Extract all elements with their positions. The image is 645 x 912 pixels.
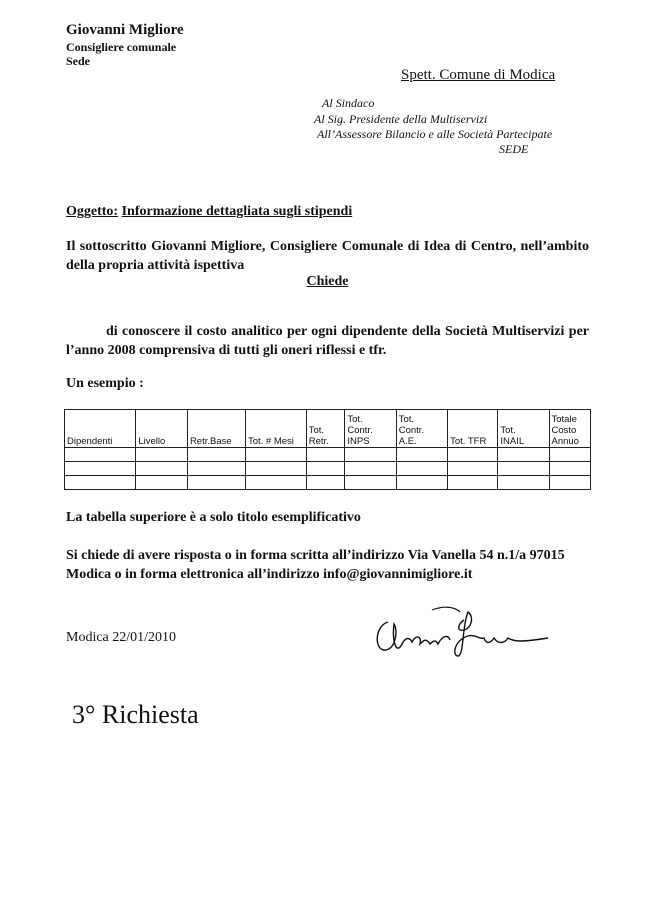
table-header-cell — [306, 410, 345, 448]
request-word — [66, 274, 589, 290]
table-cell — [345, 462, 396, 476]
table-cell — [498, 476, 549, 490]
signature — [372, 600, 552, 660]
table-header-text: Tot. — [308, 425, 325, 436]
addressee: Spett. Comune di Modica — [401, 67, 556, 83]
table-cell — [448, 462, 498, 476]
recipient-line: SEDE — [499, 142, 529, 156]
table-header-cell — [448, 410, 498, 448]
table-header-cell — [245, 410, 306, 448]
table-cell — [136, 462, 188, 476]
table-cell — [187, 462, 245, 476]
table-cell — [396, 476, 447, 490]
table-header-cell — [549, 410, 591, 448]
recipient-line: Al Sig. Presidente della Multiservizi — [314, 112, 488, 126]
table-header-cell — [136, 410, 188, 448]
sender-location: Sede — [66, 54, 90, 68]
table-cell — [549, 476, 591, 490]
table-cell — [187, 476, 245, 490]
table-cell — [345, 448, 396, 462]
table-cell — [65, 462, 136, 476]
place-date: Modica 22/01/2010 — [66, 630, 177, 645]
recipient-line: All’Assessore Bilancio e alle Società Partecipate — [317, 127, 553, 141]
reply-request: Si chiede di avere risposta o in forma scritta all’indirizzo Via Vanella 54 n.1/a 97015 Modica o in forma elettronica all’indirizzo info@giovannimigliore.it — [66, 548, 565, 582]
table-cell — [498, 462, 549, 476]
intro-paragraph: Il sottoscritto Giovanni Migliore, Consigliere Comunale di Idea di Centro, nell’ambito della propria attività ispettiva — [66, 239, 589, 273]
table-header-text: Contr. — [398, 425, 425, 436]
example-table — [64, 409, 591, 490]
table-cell — [396, 462, 447, 476]
table-header-text: INPS — [347, 436, 370, 447]
table-cell — [245, 448, 306, 462]
table-body — [65, 448, 591, 490]
table-cell — [306, 462, 345, 476]
table-cell — [245, 462, 306, 476]
table-row — [65, 476, 591, 490]
table-header-text: Annuo — [551, 436, 579, 447]
table-row — [65, 448, 591, 462]
sender-name: Giovanni Migliore — [66, 22, 184, 38]
request-word-text: Chiede — [306, 274, 349, 289]
sender-role: Consigliere comunale — [66, 40, 177, 54]
subject-line — [66, 204, 352, 220]
table-header-text: Tot. — [398, 414, 415, 425]
table-header-text: Retr.Base — [189, 436, 232, 447]
subject-label: Oggetto: — [66, 204, 119, 219]
table-header-text: Tot. — [347, 414, 363, 425]
table-note: La tabella superiore è a solo titolo esemplificativo — [66, 510, 361, 525]
table-cell — [136, 476, 188, 490]
table-header-text: INAIL — [500, 436, 525, 447]
table-header-cell — [396, 410, 447, 448]
table-cell — [448, 448, 498, 462]
table-row — [65, 462, 591, 476]
table-cell — [549, 448, 591, 462]
table-header-cell — [498, 410, 549, 448]
table-header-text: Tot. # Mesi — [247, 436, 294, 447]
table-header-text: Livello — [138, 436, 166, 447]
example-label: Un esempio : — [66, 376, 144, 391]
table-header-cell — [345, 410, 396, 448]
table-cell — [245, 476, 306, 490]
table-header-text: Costo — [551, 425, 577, 436]
table-cell — [65, 476, 136, 490]
table-header-row — [65, 410, 591, 448]
table-cell — [136, 448, 188, 462]
table-cell — [396, 448, 447, 462]
table-header-text: Tot. — [500, 425, 516, 436]
table-header-text: Tot. TFR — [450, 436, 487, 447]
table-cell — [448, 476, 498, 490]
table-header-text: A.E. — [398, 436, 417, 447]
table-cell — [498, 448, 549, 462]
table-cell — [65, 448, 136, 462]
recipient-line: Al Sindaco — [322, 96, 375, 110]
table-cell — [187, 448, 245, 462]
table-cell — [306, 476, 345, 490]
subject-text: Informazione dettagliata sugli stipendi — [121, 204, 353, 219]
table-header-text: Contr. — [347, 425, 373, 436]
table-header-cell — [65, 410, 136, 448]
table-header-cell — [187, 410, 245, 448]
table-cell — [549, 462, 591, 476]
table-cell — [306, 448, 345, 462]
request-stamp: 3° Richiesta — [72, 700, 199, 729]
table-header-text: Dipendenti — [67, 436, 113, 447]
table-header-text: Retr. — [308, 436, 329, 447]
table-cell — [345, 476, 396, 490]
table-header-text: Totale — [551, 414, 577, 425]
request-body: di conoscere il costo analitico per ogni dipendente della Società Multiservizi per l’anno 2008 comprensiva di tutti gli oneri riflessi e tfr. — [66, 324, 589, 358]
